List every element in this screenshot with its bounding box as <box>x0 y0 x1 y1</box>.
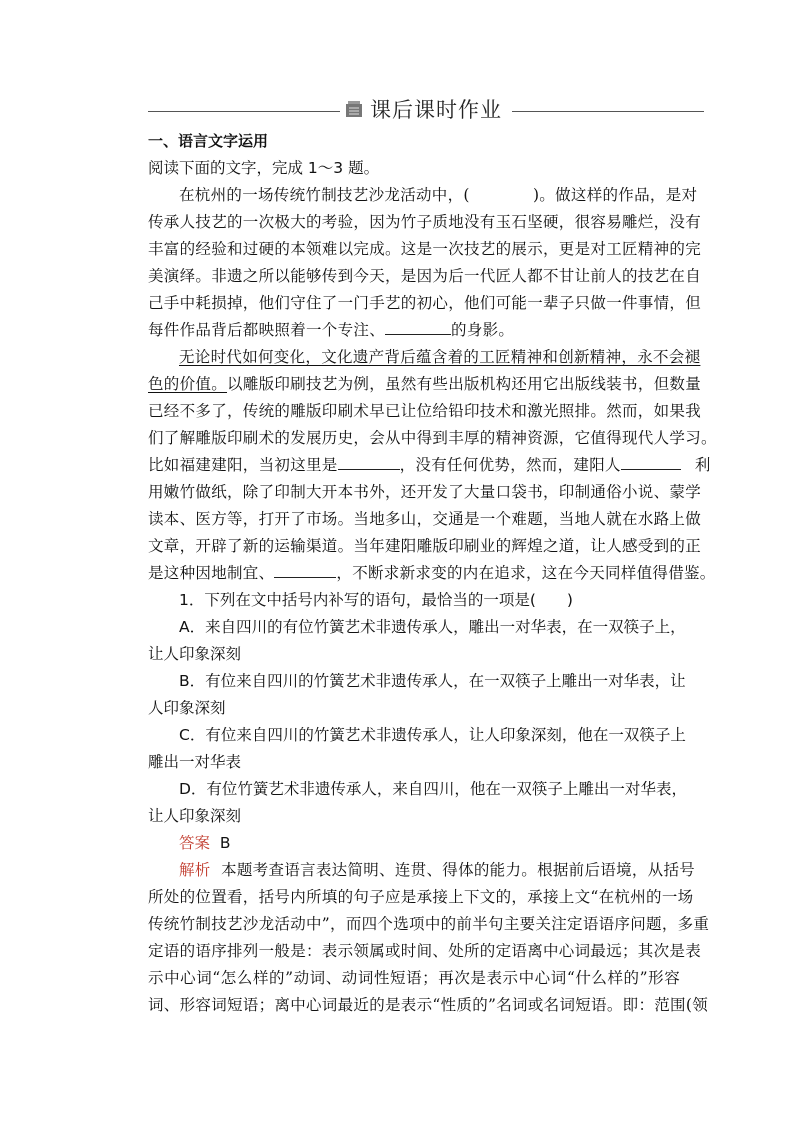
analysis <box>148 857 710 1019</box>
passage-line <box>148 452 711 479</box>
analysis-text: 本题考查语言表达简明、连贯、得体的能力。根据前后语境，从括号 <box>221 861 696 879</box>
passage-paragraph-2 <box>148 344 717 587</box>
analysis-line: 传统竹制技艺沙龙活动中”，而四个选项中的前半句主要关注定语语序问题，多重 <box>148 915 710 933</box>
analysis-line <box>148 857 696 884</box>
instruction: 阅读下面的文字，完成 1～3 题。 <box>148 159 380 177</box>
option-b: B．有位来自四川的竹簧艺术非遗传承人，在一双筷子上雕出一对华表，让 <box>179 672 686 690</box>
answer-line <box>148 830 680 857</box>
passage-line <box>148 344 701 371</box>
analysis-label: 解析 <box>179 861 211 879</box>
book-icon <box>344 99 364 119</box>
passage-line: 传承人技艺的一次极大的考验，因为竹子质地没有玉石坚硬，很容易雕烂，没有 <box>148 213 702 231</box>
analysis-line: 示中心词“怎么样的”动词、动词性短语；再次是表示中心词“什么样的”形容 <box>148 969 680 987</box>
answer-label: 答案 <box>179 834 211 852</box>
passage-line: 丰富的经验和过硬的本领难以完成。这是一次技艺的展示，更是对工匠精神的完 <box>148 240 702 258</box>
passage-text: 以雕版印刷技艺为例，虽然有些出版机构还用它出版线装书，但数量 <box>227 375 702 393</box>
passage-text: 比如福建建阳，当初这里是 <box>148 456 338 474</box>
passage-line <box>148 560 716 587</box>
passage-line: 文章，开辟了新的运输渠道。当年建阳雕版印刷业的辉煌之道，让人感受到的正 <box>148 537 702 555</box>
underlined-sentence: 无论时代如何变化，文化遗产背后蕴含着的工匠精神和创新精神，永不会褪 <box>179 348 701 366</box>
header-rule-right <box>512 111 704 112</box>
passage-line: 己手中耗损掉，他们守住了一门手艺的初心，他们可能一辈子只做一件事情，但 <box>148 294 702 312</box>
fill-blank <box>338 452 400 470</box>
passage-paragraph-1 <box>148 182 702 344</box>
passage-line: 已经不多了，传统的雕版印刷术早已让位给铅印技术和激光照排。然而，如果我 <box>148 402 702 420</box>
page-title: 课后课时作业 <box>370 98 502 122</box>
content <box>148 128 717 1019</box>
option-d: D．有位竹簧艺术非遗传承人，来自四川，他在一双筷子上雕出一对华表， <box>179 780 687 798</box>
option-d-cont: 让人印象深刻 <box>148 807 242 825</box>
option-b-cont: 人印象深刻 <box>148 699 226 717</box>
passage-text: ，没有任何优势，然而，建阳人 <box>399 456 621 474</box>
underlined-sentence: 色的价值。 <box>148 375 228 393</box>
option-c-cont: 雕出一对华表 <box>148 753 242 771</box>
page-header <box>148 96 704 126</box>
passage-text: 每件作品背后都映照着一个专注、 <box>148 321 386 339</box>
analysis-line: 所处的位置看，括号内所填的句子应是承接上下文的，承接上文“在杭州的一场 <box>148 888 694 906</box>
answer-value: B <box>219 834 231 852</box>
passage-text: 利 <box>694 456 711 474</box>
fill-blank <box>621 452 681 470</box>
analysis-line: 词、形容词短语；离中心词最近的是表示“性质的”名词或名词短语。即：范围(领 <box>148 996 708 1014</box>
option-a-cont: 让人印象深刻 <box>148 645 242 663</box>
analysis-line: 定语的语序排列一般是：表示领属或时间、处所的定语离中心词最远；其次是表 <box>148 942 702 960</box>
passage-text: 是这种因地制宜、 <box>148 564 275 582</box>
passage-line <box>148 317 680 344</box>
passage-line: 读本、医方等，打开了市场。当地多山，交通是一个难题，当地人就在水路上做 <box>148 510 702 528</box>
passage-line: 用嫩竹做纸，除了印制大开本书外，还开发了大量口袋书，印制通俗小说、蒙学 <box>148 483 702 501</box>
fill-blank <box>385 317 451 335</box>
passage-line: 们了解雕版印刷术的发展历史，会从中得到丰厚的精神资源，它值得现代人学习。 <box>148 429 717 447</box>
header-rule-left <box>148 111 340 112</box>
question-1 <box>148 587 687 830</box>
section-title: 一、语言文字运用 <box>148 132 269 150</box>
passage-text: 的身影。 <box>451 321 515 339</box>
passage-line <box>148 371 702 398</box>
passage-text: ，不断求新求变的内在追求，这在今天同样值得借鉴。 <box>336 564 716 582</box>
passage-line: 美演绎。非遗之所以能够传到今天，是因为后一代匠人都不甘让前人的技艺在自 <box>148 267 702 285</box>
fill-blank <box>274 560 336 578</box>
option-c: C．有位来自四川的竹簧艺术非遗传承人，让人印象深刻，他在一双筷子上 <box>179 726 686 744</box>
question-stem: 1．下列在文中括号内补写的语句，最恰当的一项是( ) <box>179 591 573 609</box>
passage-line: 在杭州的一场传统竹制技艺沙龙活动中，( )。做这样的作品，是对 <box>179 186 698 204</box>
option-a: A．来自四川的有位竹簧艺术非遗传承人，雕出一对华表，在一双筷子上， <box>179 618 686 636</box>
